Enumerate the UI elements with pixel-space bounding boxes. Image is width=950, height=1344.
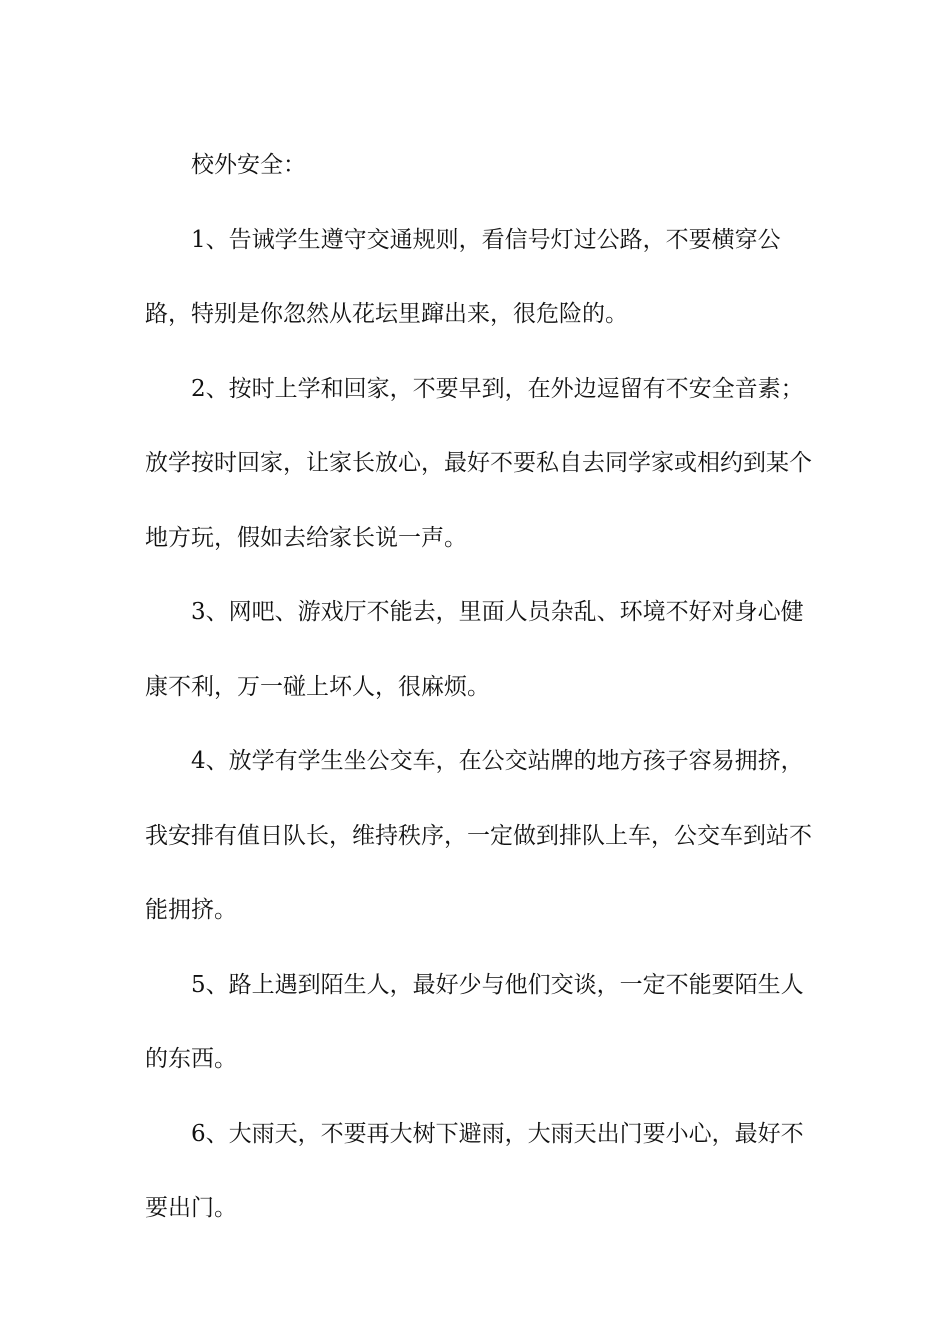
paragraph-5: 5、路上遇到陌生人，最好少与他们交谈，一定不能要陌生人的东西。: [145, 971, 804, 1072]
paragraph-2: 2、按时上学和回家，不要早到，在外边逗留有不安全音素；放学按时回家，让家长放心，最好不要私自去同学家或相约到某个地方玩，假如去给家长说一声。: [145, 375, 812, 551]
section-heading: 校外安全：: [191, 152, 306, 178]
paragraph-4: 4、放学有学生坐公交车，在公交站牌的地方孩子容易拥挤，我安排有值日队长，维持秩序，一定做到排队上车，公交车到站不能拥挤。: [145, 748, 812, 923]
paragraph-3: 3、网吧、游戏厅不能去，里面人员杂乱、环境不好对身心健康不利，万一碰上坏人，很麻烦。: [145, 599, 804, 700]
document-body: [145, 128, 825, 1246]
paragraph-6: 6、大雨天，不要再大树下避雨，大雨天出门要小心，最好不要出门。: [145, 1120, 804, 1221]
paragraph-1: 1、告诫学生遵守交通规则，看信号灯过公路，不要横穿公路，特别是你忽然从花坛里蹿出来，很危险的。: [145, 226, 781, 327]
